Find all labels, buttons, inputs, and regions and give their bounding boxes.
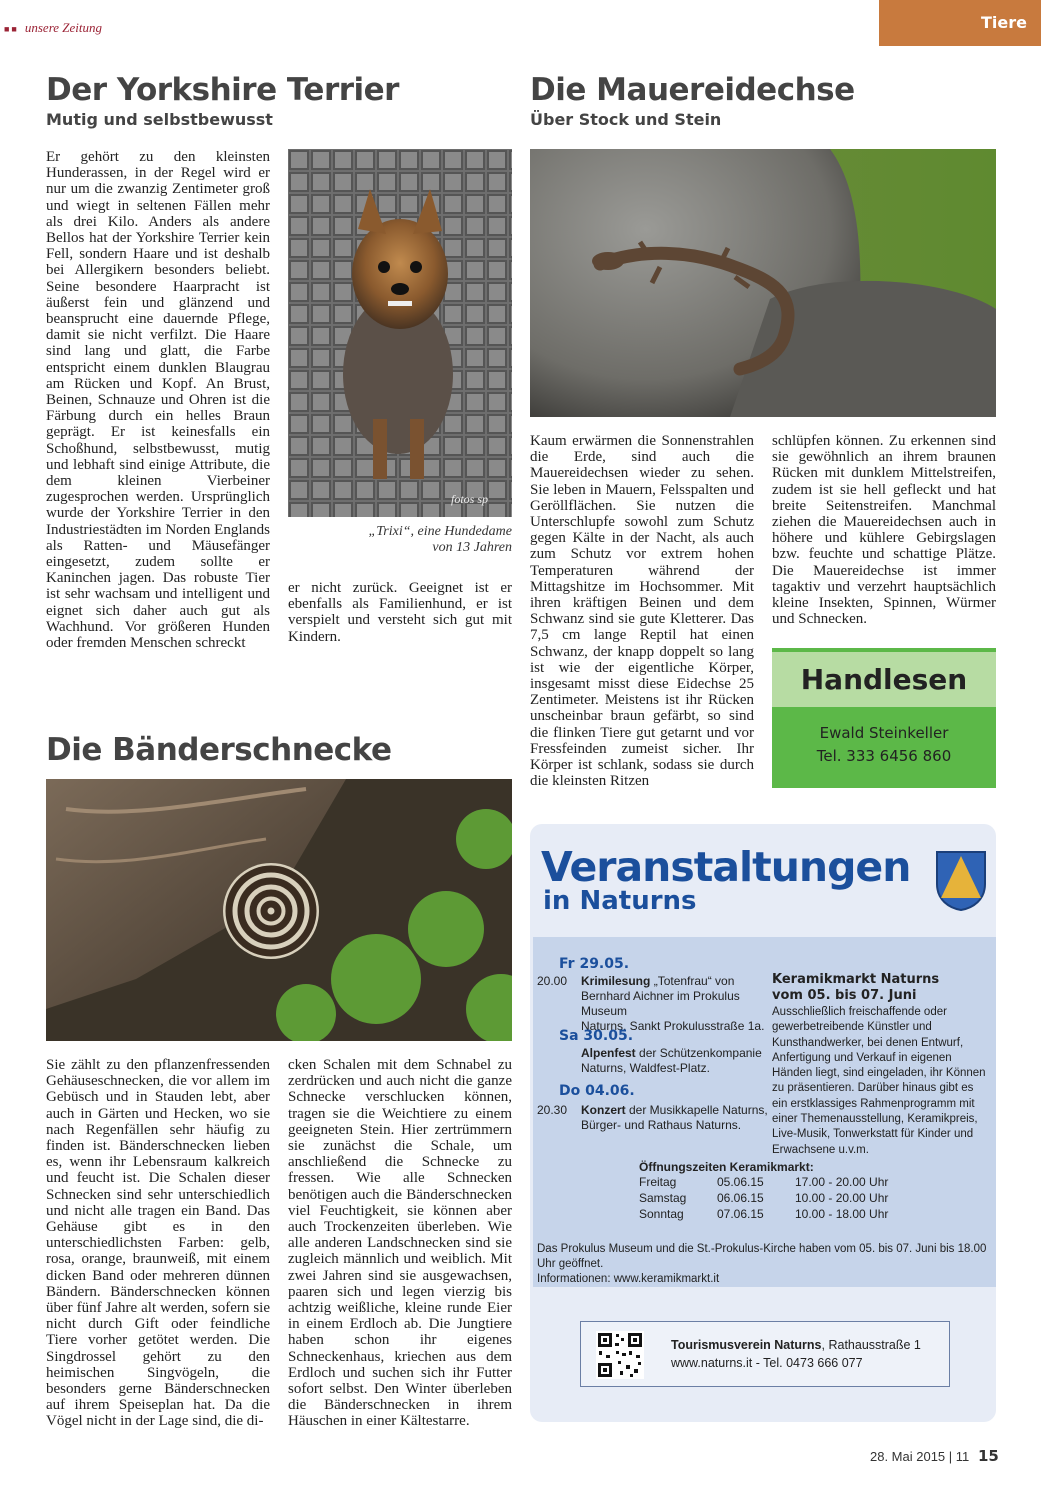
event-day-2: Sa 30.05. [559, 1028, 634, 1044]
yorkshire-text-col2: er nicht zurück. Geeignet ist er ebenfalls als Familienhund, er ist verspielt und versteht sich gut mit Kindern. [288, 580, 512, 645]
hours-row-3-day: Sonntag [639, 1207, 684, 1221]
opening-hours [639, 1160, 939, 1223]
hours-row-3-date: 07.06.15 [717, 1207, 764, 1221]
hours-row-1-day: Freitag [639, 1175, 677, 1189]
yorkshire-subtitle: Mutig und selbstbewusst [46, 110, 273, 129]
section-tab: Tiere [879, 0, 1041, 46]
hours-row-3-time: 10.00 - 18.00 Uhr [795, 1207, 889, 1221]
keramikmarkt-dates: vom 05. bis 07. Juni [772, 988, 917, 1003]
keramikmarkt-text: Ausschließlich freischaffende oder gewerbetreibende Künstler und Kunsthandwerker, bei denen Entwurf, Anfertigung und Verkauf in eigenen Händen liegt, sind eingeladen, ihr Können zu präsentieren. Darüber hinaus gibt es ein erstklassiges Rahmenprogramm mit einer Themenausstellung, Keramikpreis, Live-Musik, Tonwerkstatt für Kinder und Erwachsene u.v.m. [772, 1006, 986, 1156]
yorkshire-title: Der Yorkshire Terrier [46, 72, 399, 108]
event-1: Krimilesung „Totenfrau“ von Bernhard Aichner im Prokulus Museum Naturns, Sankt Prokulusstraße 1a. [581, 974, 765, 1033]
snail-text-col2: cken Schalen mit dem Schnabel zu zerdrücken und auch nicht die ganze Schnecke verschlucken können, tragen sie die Weichtiere zu einem geeigneten Stein. Hier zertrümmern sie zunächst die Schale, um anschließend die Schnecke zu fressen. Wie alle Schnecken benötigen auch die Bänderschnecken viel Feuchtigkeit, sie können aber auch Trockenzeiten überleben. Wie alle anderen Landschnecken sind sie zugleich männlich und weiblich. Mit zwei Jahren sind sie ausgewachsen, paaren sich und legen vierzig bis achtzig weißliche, kleine runde Eier in einem Erdloch ab. Die Jungtiere haben schon ihr eigenes Schneckenhaus, kriechen aus dem Erdloch und suchen sich ihr Futter sofort selbst. Den Winter überleben die Bänderschnecken in ihrem Häuschen in einer Kältestarre. [288, 1057, 512, 1430]
lizard-title: Die Mauereidechse [530, 72, 855, 108]
lizard-text-col2: schlüpfen können. Zu erkennen sind sie gewöhnlich an ihrem braunen Rücken mit dunklem Mittelstreifen, zudem ist sie hell gefleckt und hat breite Seitenstreifen. Manchmal ziehen die Mauereidechsen auch in höhere und kühlere Gebirgslagen bzw. feuchte und schattige Plätze. Die Mauereidechse ist immer tagaktiv und verzehrt hauptsächlich kleine Insekten, Spinnen, Würmer und Schnecken. [772, 433, 996, 628]
event-day-1: Fr 29.05. [559, 956, 630, 972]
lizard-subtitle: Über Stock und Stein [530, 110, 722, 129]
events-title: Veranstaltungen [541, 843, 911, 891]
snail-photo-icon [46, 779, 512, 1041]
snail-title: Die Bänderschnecke [46, 732, 392, 768]
dog-photo-icon [288, 149, 512, 517]
snail-text-col1: Sie zählt zu den pflanzenfressenden Gehäuseschnecken, die vor allem im Gebüsch und in Stauden lebt, aber auch in Gärten und Hecken, wo sie nach Regenfällen sehr häufig zu finden ist. Bänderschnecken lieben es, wenn ihr Lebensraum kalkreich und feucht ist. Die Schalen dieser Schnecken sind sehr unterschiedlich und nicht alle tragen ein Band. Das Gehäuse gibt es in den unterschiedlichsten Farben: gelb, rosa, orange, braunweiß, mit einem dicken Band oder mehreren dünnen Bändern. Bänderschnecken können über fünf Jahre alt werden, sofern sie nicht durch Gift oder feindliche Tiere vorher getötet werden. Die Singdrossel gehört zu den heimischen Singvögeln, die besonders gerne Bänderschnecken auf ihrem Speiseplan hat. Da die Vögel nicht in der Lage sind, die di- [46, 1057, 270, 1430]
hours-row-2-time: 10.00 - 20.00 Uhr [795, 1191, 889, 1205]
hours-row-2-day: Samstag [639, 1191, 687, 1205]
lizard-photo [530, 149, 996, 417]
event-day-3: Do 04.06. [559, 1083, 635, 1099]
ad-title: Handlesen [772, 652, 996, 707]
opening-hours-title: Öffnungszeiten Keramikmarkt: [639, 1160, 814, 1174]
tourism-contact: Tourismusverein Naturns, Rathausstraße 1 www.naturns.it - Tel. 0473 666 077 [671, 1338, 921, 1370]
hours-row-2-date: 06.06.15 [717, 1191, 764, 1205]
yorkshire-text-col1: Er gehört zu den kleinsten Hunderassen, in der Regel wird er nur um die zwanzig Zentimeter groß und wiegt in seltenen Fällen mehr als drei Kilo. Anders als andere Bellos hat der Yorkshire Terrier kein Fell, sondern Haare und ist deshalb bei Allergikern besonders beliebt. Seine besondere Haarpracht ist äußerst fein und glänzend und beansprucht eine dauernde Pflege, damit sie nicht verfilzt. Die Haare sind lang und glatt, die Farbe entspricht einem dunklen Blaugrau am Rücken und Kopf. An Brust, Beinen, Schnauze und Ohren ist die Färbung durch ein helles Braun geprägt. Er ist keinesfalls ein Schoßhund, selbstbewusst, mutig und lebhaft sind einige Attribute, die dem kleinen Vierbeiner zugesprochen werden. Ursprünglich wurde der Yorkshire Terrier in den Industriestädten im Norden Englands als Ratten- und Mäusefänger eingesetzt, zudem sollte er Kaninchen jagen. Das robuste Tier ist sehr wachsam und intelligent und eignet sich daher auch gut als Wachhund. Vor größeren Hunden oder fremden Menschen schreckt [46, 149, 270, 652]
naturns-coat-of-arms-icon [935, 850, 987, 912]
lizard-text-col1: Kaum erwärmen die Sonnenstrahlen die Erde, sind auch die Mauereidechsen wieder zu sehen. Sie leben in Mauern, Felsspalten und Geröllflächen. Sie nutzen die Unterschlupfe sowohl zum Schutz gegen Kälte in der Nacht, als auch zum Schutz vor extrem hohen Temperaturen während der Mittagshitze im Hochsommer. Mit ihren kräftigen Beinen und dem Schwanz sind sie gute Kletterer. Das 7,5 cm lange Reptil hat einen Schwanz, der knapp doppelt so lang ist wie der eigentliche Körper, insgesamt misst diese Eidechse 25 Zentimeter. Meistens ist ihr Rücken unscheinbar braun gefärbt, so sind die flinken Tiere gut getarnt und vor Fressfeinden zumeist sicher. Ihr Körper ist schlank, sodass sie durch die kleinsten Ritzen [530, 433, 754, 790]
keramikmarkt [772, 972, 987, 1158]
hours-row-1-date: 05.06.15 [717, 1175, 764, 1189]
qr-code-icon [596, 1331, 644, 1379]
ad-handlesen [772, 648, 996, 788]
event-1-time: 20.00 [537, 974, 568, 988]
hours-row-1-time: 17.00 - 20.00 Uhr [795, 1175, 889, 1189]
footer-date: 28. Mai 2015 | 11 [870, 1449, 970, 1464]
lizard-photo-icon [530, 149, 996, 417]
publication-brand: ■■ unsere Zeitung [4, 20, 103, 35]
snail-photo [46, 779, 512, 1041]
photo-credit: fotos sp [451, 492, 489, 506]
keramikmarkt-title: Keramikmarkt Naturns [772, 972, 940, 987]
yorkshire-caption: „Trixi“, eine Hundedame von 13 Jahren [368, 524, 512, 555]
ad-contact: Ewald Steinkeller Tel. 333 6456 860 [772, 707, 996, 788]
events-subtitle: in Naturns [543, 886, 697, 916]
page-number: 15 [978, 1447, 999, 1465]
event-2: Alpenfest der Schützenkompanie Naturns, Waldfest-Platz. [581, 1046, 762, 1075]
event-3: Konzert der Musikkapelle Naturns, Bürger- und Rathaus Naturns. [581, 1103, 768, 1132]
opening-hours-table [639, 1175, 939, 1223]
yorkshire-photo [288, 149, 512, 517]
event-3-time: 20.30 [537, 1103, 568, 1117]
brand-squares-icon: ■■ [4, 24, 19, 35]
events-note: Das Prokulus Museum und die St.-Prokulus-Kirche haben vom 05. bis 07. Juni bis 18.00 Uhr geöffnet. Informationen: www.keramikmarkt.it [537, 1243, 987, 1285]
